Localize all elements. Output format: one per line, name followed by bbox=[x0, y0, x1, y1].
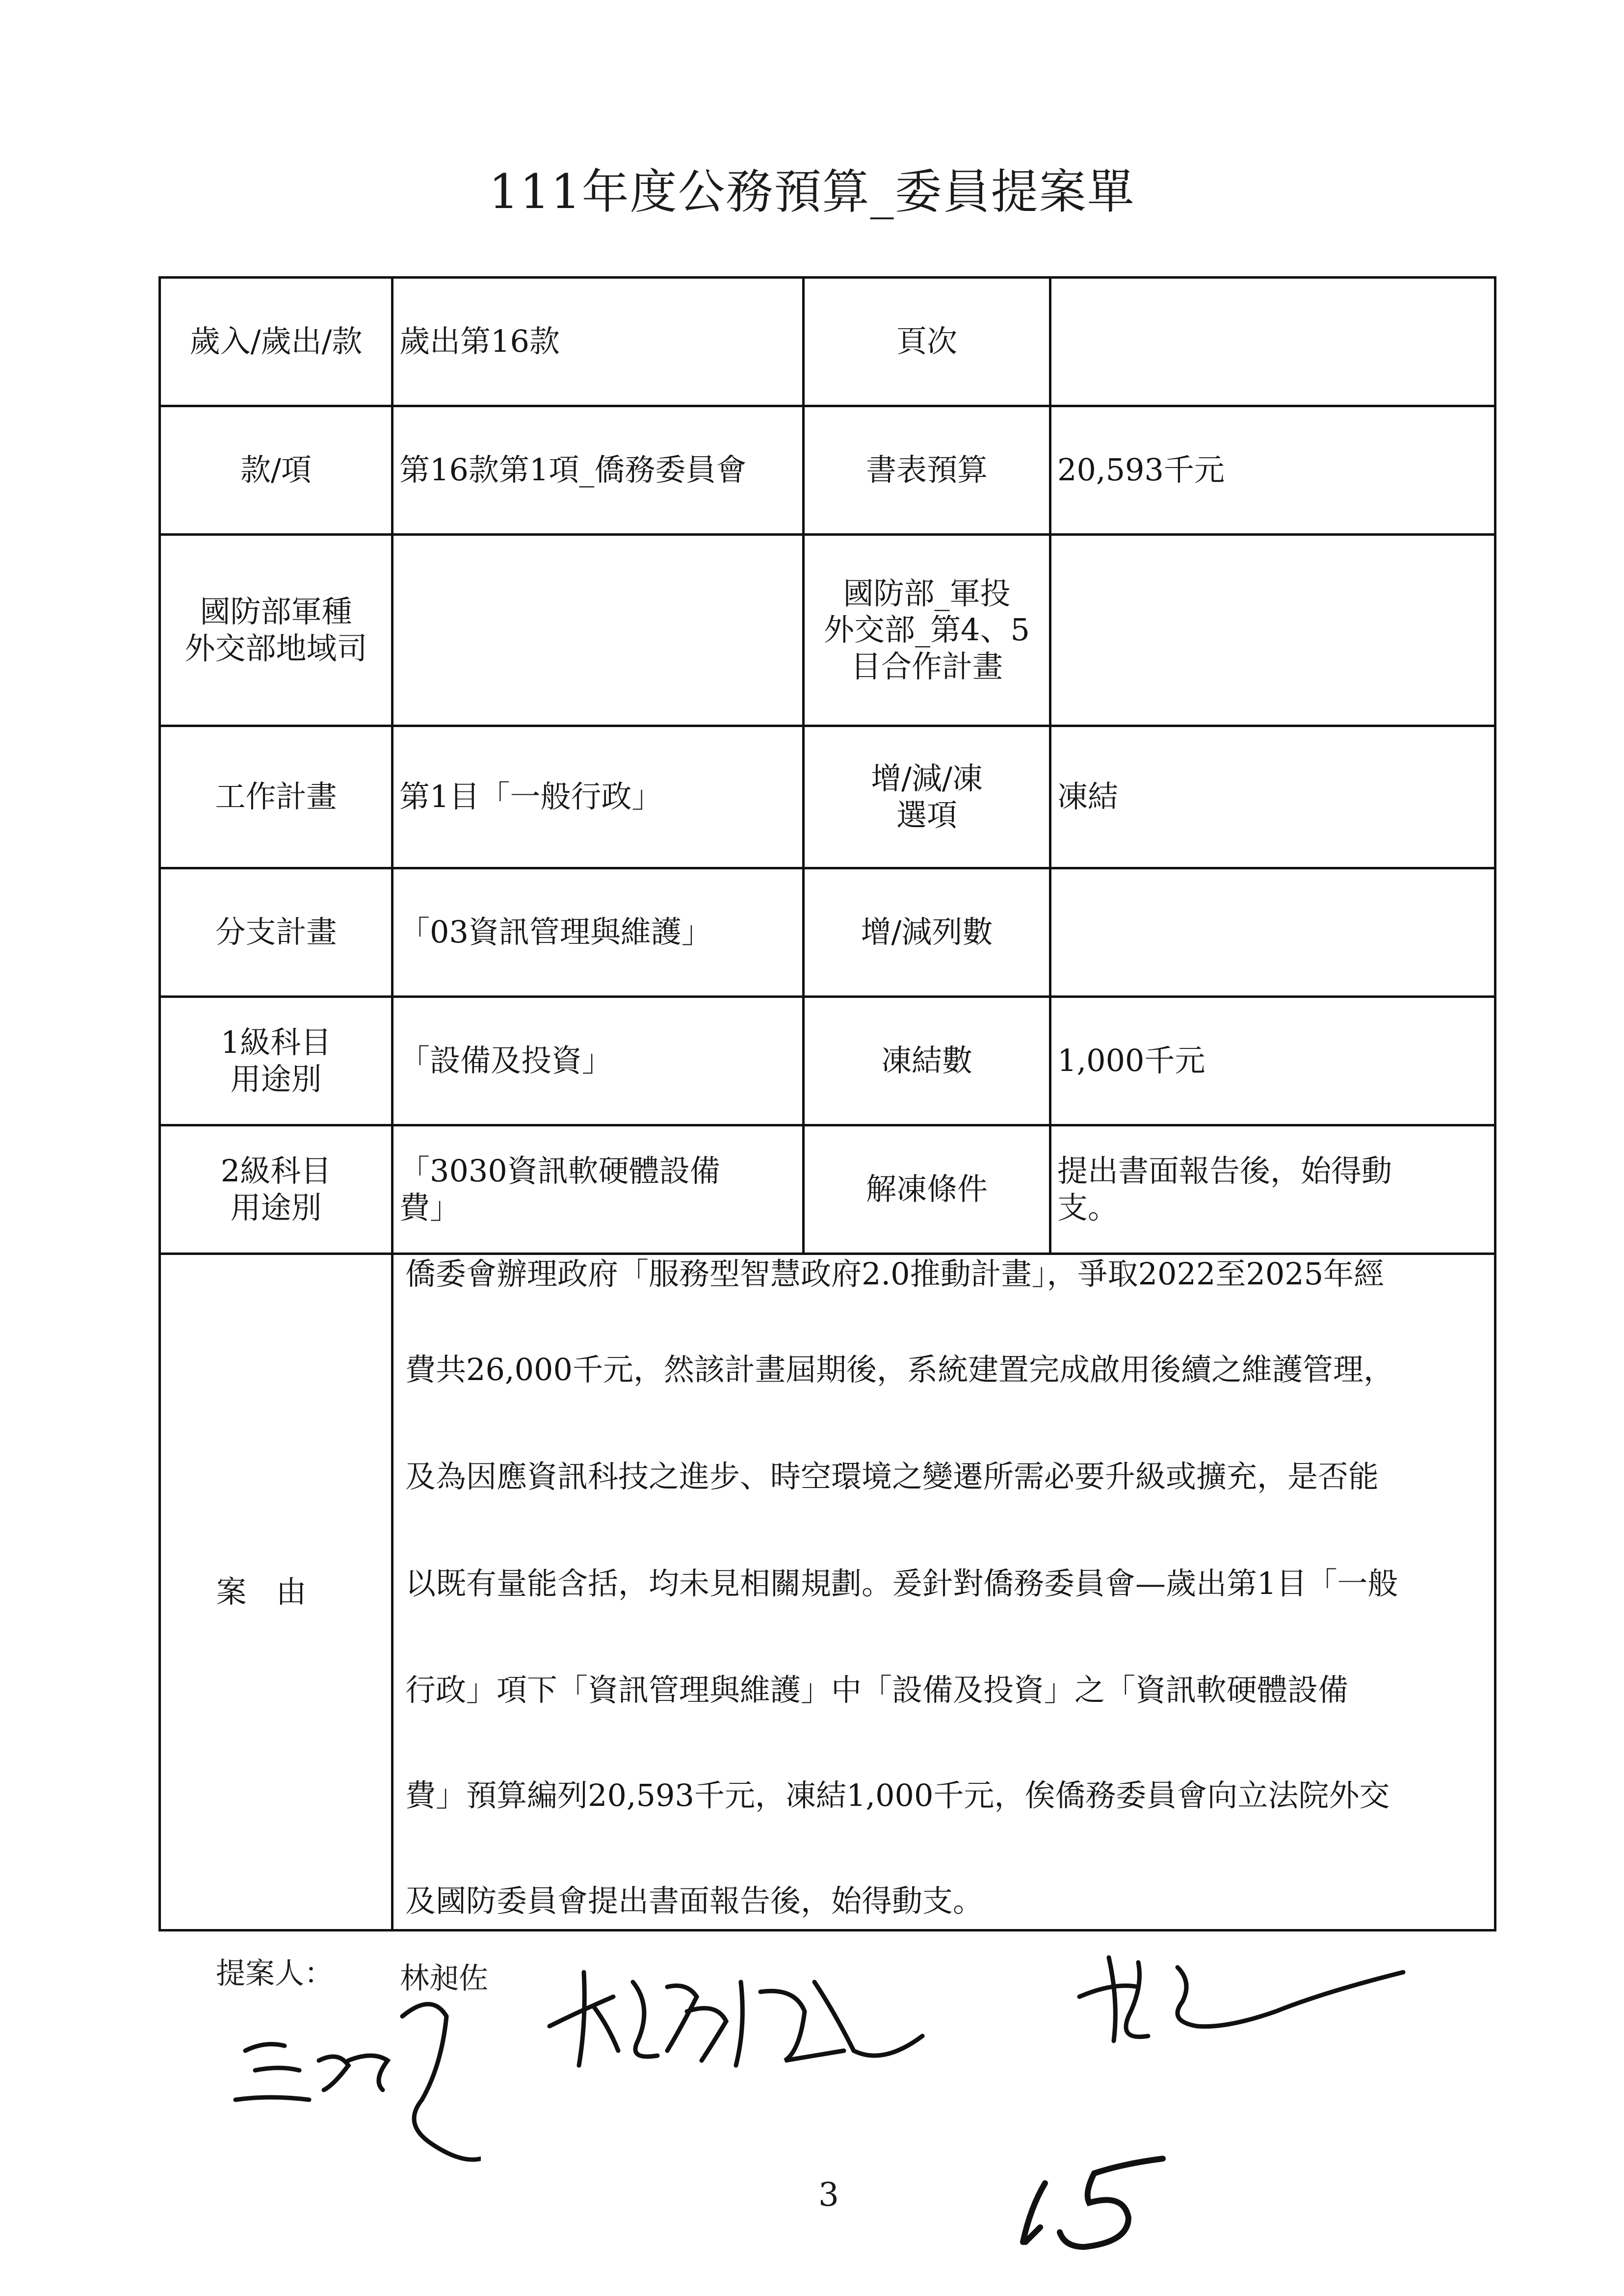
field-value bbox=[1050, 535, 1495, 726]
field-value bbox=[1050, 1125, 1495, 1254]
field-label bbox=[804, 535, 1050, 726]
field-value bbox=[1050, 278, 1495, 406]
field-value: 第1目「一般行政」 bbox=[393, 726, 804, 868]
label-line: 國防部_軍投 bbox=[843, 575, 1011, 611]
field-label: 凍結數 bbox=[804, 997, 1050, 1125]
reason-line: 以既有量能含括，均未見相關規劃。爰針對僑務委員會—歲出第1目「一般 bbox=[405, 1565, 1398, 1601]
value-line: 提出書面報告後，始得動 bbox=[1057, 1153, 1392, 1189]
value-line: 「3030資訊軟硬體設備 bbox=[399, 1153, 720, 1189]
field-label bbox=[160, 535, 393, 726]
table-row bbox=[160, 278, 1495, 406]
table-row bbox=[160, 997, 1495, 1125]
table-row bbox=[160, 868, 1495, 997]
proposal-form-table bbox=[158, 276, 1496, 1931]
field-label bbox=[160, 1125, 393, 1254]
reason-line: 及國防委員會提出書面報告後，始得動支。 bbox=[405, 1883, 984, 1919]
table-row-reason bbox=[160, 1254, 1495, 1931]
field-value: 「03資訊管理與維護」 bbox=[393, 868, 804, 997]
label-line: 外交部_第4、5 bbox=[824, 612, 1030, 648]
reason-line: 行政」項下「資訊管理與維護」中「設備及投資」之「資訊軟硬體設備 bbox=[405, 1672, 1349, 1708]
field-value: 凍結 bbox=[1050, 726, 1495, 868]
table-row bbox=[160, 535, 1495, 726]
field-label: 工作計畫 bbox=[160, 726, 393, 868]
label-line: 用途別 bbox=[230, 1061, 322, 1097]
field-label: 頁次 bbox=[804, 278, 1050, 406]
field-label bbox=[804, 726, 1050, 868]
proposer-name: 林昶佐 bbox=[400, 1961, 488, 1996]
label-line: 目合作計畫 bbox=[850, 648, 1003, 684]
field-value: 20,593千元 bbox=[1050, 406, 1495, 535]
label-line: 國防部軍種 bbox=[200, 594, 352, 630]
signature-3 bbox=[226, 1987, 481, 2173]
reason-line: 費共26,000千元，然該計畫屆期後，系統建置完成啟用後續之維護管理， bbox=[405, 1352, 1394, 1387]
field-value bbox=[393, 1125, 804, 1254]
field-value: 1,000千元 bbox=[1050, 997, 1495, 1125]
handwritten-number-15 bbox=[1011, 2144, 1178, 2257]
field-label: 歲入/歲出/款 bbox=[160, 278, 393, 406]
reason-line: 費」預算編列20,593千元，凍結1,000千元，俟僑務委員會向立法院外交 bbox=[405, 1777, 1390, 1813]
reason-line: 及為因應資訊科技之進步、時空環境之變遷所需必要升級或擴充，是否能 bbox=[405, 1459, 1379, 1494]
proposer-label: 提案人： bbox=[216, 1957, 334, 1991]
label-line: 1級科目 bbox=[220, 1024, 332, 1061]
field-value bbox=[393, 535, 804, 726]
table-row bbox=[160, 406, 1495, 535]
value-line: 費」 bbox=[399, 1189, 461, 1226]
reason-line: 僑委會辦理政府「服務型智慧政府2.0推動計畫」，爭取2022至2025年經 bbox=[405, 1256, 1385, 1292]
field-label: 分支計畫 bbox=[160, 868, 393, 997]
field-value: 第16款第1項_僑務委員會 bbox=[393, 406, 804, 535]
field-label: 書表預算 bbox=[804, 406, 1050, 535]
value-line: 支。 bbox=[1057, 1189, 1119, 1226]
label-line: 用途別 bbox=[230, 1189, 322, 1226]
field-label bbox=[160, 997, 393, 1125]
field-label: 增/減列數 bbox=[804, 868, 1050, 997]
page-title: 111年度公務預算_委員提案單 bbox=[489, 164, 1135, 219]
reason-text bbox=[393, 1254, 1495, 1931]
field-label: 款/項 bbox=[160, 406, 393, 535]
field-value bbox=[1050, 868, 1495, 997]
label-line: 2級科目 bbox=[220, 1153, 332, 1189]
field-label: 解凍條件 bbox=[804, 1125, 1050, 1254]
table-row bbox=[160, 726, 1495, 868]
label-line: 增/減/凍 bbox=[871, 760, 983, 797]
label-line: 選項 bbox=[896, 797, 957, 833]
signature-1 bbox=[540, 1953, 932, 2080]
reason-label: 案由 bbox=[160, 1254, 393, 1931]
field-value: 歲出第16款 bbox=[393, 278, 804, 406]
field-value: 「設備及投資」 bbox=[393, 997, 804, 1125]
label-line: 外交部地域司 bbox=[184, 630, 367, 666]
page-number: 3 bbox=[818, 2176, 839, 2214]
signature-2 bbox=[1070, 1943, 1413, 2051]
table-row bbox=[160, 1125, 1495, 1254]
